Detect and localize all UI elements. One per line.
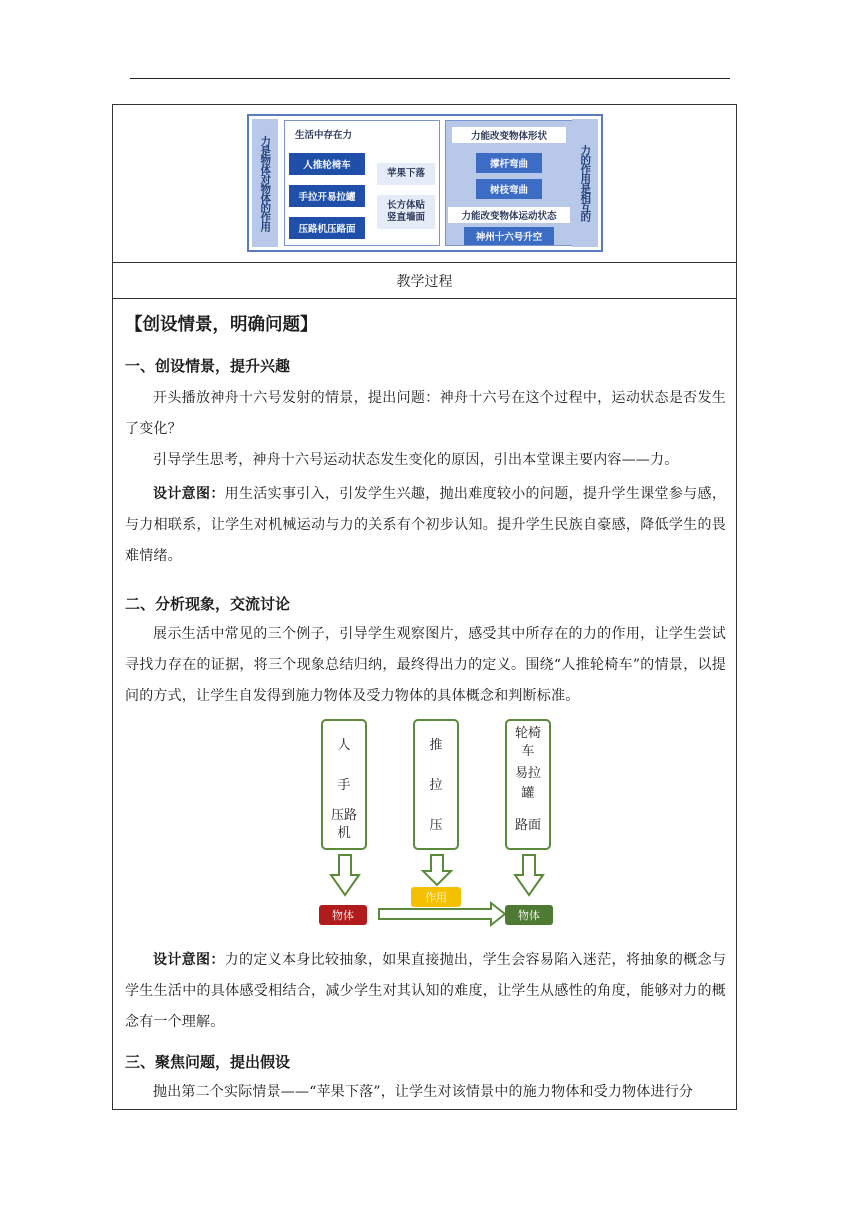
life-item: 人推轮椅车 [289,153,365,175]
down-arrow-icon [423,855,451,885]
column-text: 路面 [514,818,541,833]
design-intent-paragraph [125,945,726,1038]
action-tag: 作用 [411,887,461,907]
column-text: 压 [429,818,443,833]
paragraph: 展示生活中常见的三个例子，引导学生观察图片，感受其中所存在的力的作用，让学生尝试寻找力存在的证据，将三个现象总结归纳，最终得出力的定义。围绕“人推轮椅车”的情景，以提问的方式，让学生自发得到施力物体及受力物体的具体概念和判断标准。 [125,626,726,704]
map-left-column: 力是物体对物体的作用 [252,119,278,247]
design-label: 设计意图： [153,952,225,968]
column-text: 机 [337,826,351,841]
column-text: 车 [521,744,535,759]
header-rule [130,78,730,79]
shape-title: 力能改变物体形状 [452,127,566,143]
other-item: 苹果下落 [377,163,435,185]
column-text: 手 [337,778,351,793]
shape-item: 撑杆弯曲 [476,153,542,173]
column-text: 推 [429,738,443,753]
design-text: 力的定义本身比较抽象，如果直接抛出，学生会容易陷入迷茫，将抽象的概念与学生生活中的具体感受相结合，减少学生对其认知的难度，让学生从感性的角度，能够对力的概念有一个理解。 [125,952,727,1030]
life-force-box [284,120,440,246]
down-arrow-icon [331,855,359,895]
column-text: 轮椅 [514,726,541,741]
column-text: 压路 [330,808,357,823]
force-diagram [305,719,565,931]
life-force-title: 生活中存在力 [295,130,353,141]
paragraph: 抛出第二个实际情景——“苹果下落”，让学生对该情景中的施力物体和受力物体进行分 [153,1084,694,1100]
subsection-title: 一、创设情景，提升兴趣 [125,357,291,375]
design-text: 用生活实事引入，引发学生兴趣，抛出难度较小的问题，提升学生课堂参与感，与力相联系，让学生对机械运动与力的关系有个初步认知。提升学生民族自豪感，降低学生的畏难情绪。 [125,486,727,564]
force-effect-box [445,120,573,246]
design-label: 设计意图： [153,486,225,502]
paragraph: 引导学生思考，神舟十六号运动状态发生变化的原因，引出本堂课主要内容——力。 [153,452,679,468]
column-text: 拉 [429,778,443,793]
receiver-tag: 物体 [505,905,553,925]
life-item: 手拉开易拉罐 [289,185,365,207]
motion-title: 力能改变物体运动状态 [448,207,570,223]
shape-item: 树枝弯曲 [476,179,542,199]
lesson-table [112,104,737,1110]
column-text: 易拉 [514,766,541,781]
lesson-body [113,299,736,1111]
map-right-column: 力的作用是相互的 [572,119,598,247]
life-item: 压路机压路面 [289,217,365,239]
paragraph: 开头播放神舟十六号发射的情景，提出问题：神舟十六号在这个过程中，运动状态是否发生了变化？ [125,390,726,437]
subsection-title: 三、聚焦问题，提出假设 [125,1053,291,1071]
applier-tag: 物体 [319,905,367,925]
other-item: 长方体贴竖直墙面 [377,195,435,229]
concept-map [247,114,603,252]
subsection-title: 二、分析现象，交流讨论 [125,595,291,613]
down-arrow-icon [515,855,543,895]
column-text: 罐 [521,786,535,801]
mindmap-row [113,105,736,263]
section-title: 【创设情景，明确问题】 [125,315,318,335]
motion-item: 神州十六号升空 [464,227,554,245]
design-intent-paragraph [125,479,726,572]
teaching-process-heading: 教学过程 [113,263,736,299]
column-text: 人 [337,738,351,753]
